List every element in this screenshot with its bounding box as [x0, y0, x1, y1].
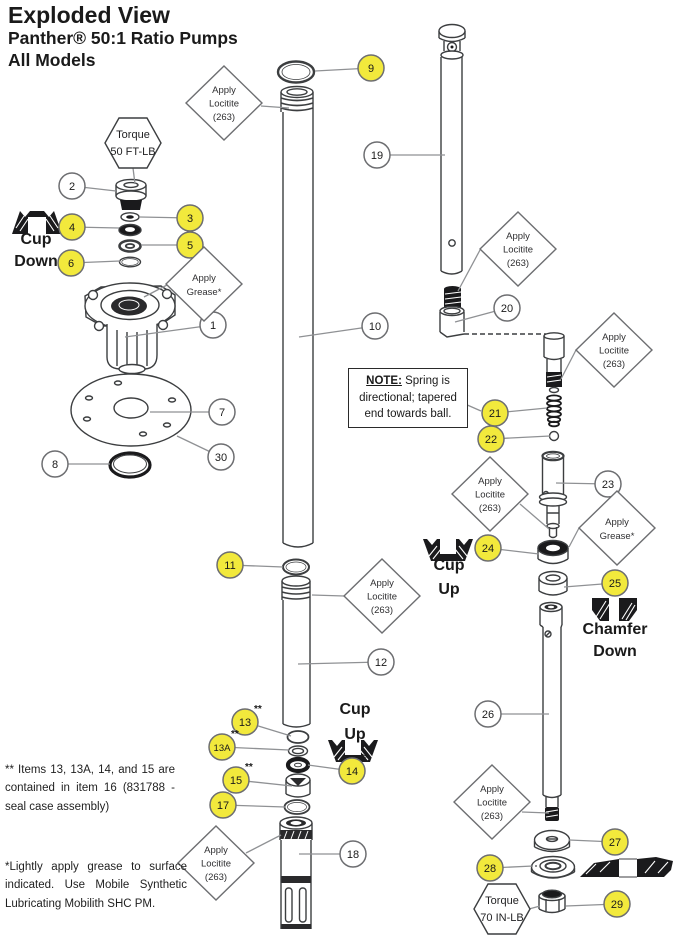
cup-down-label-line1: Cup [20, 231, 52, 248]
diamond-note-text: Locitite [502, 244, 534, 256]
callout-asterisks-15: ** [245, 762, 253, 773]
diamond-note-text: (263) [506, 258, 530, 269]
footnote-items: ** Items 13, 13A, 14, and 15 are contained in item 16 (831788 - seal case assembly) [5, 764, 175, 813]
callout-26 [475, 701, 501, 727]
callout-number-26: 26 [481, 708, 495, 721]
callout-12 [368, 649, 394, 675]
callout-number-22: 22 [484, 433, 498, 446]
callout-number-18: 18 [346, 848, 360, 861]
callout-number-25: 25 [608, 577, 622, 590]
torque-hexagon-text: Torque [116, 129, 150, 141]
torque-hexagon-0 [105, 118, 161, 168]
spring-note-box [348, 368, 468, 428]
diamond-note-text: Apply [478, 476, 502, 487]
cup-up-right-label-line1: Cup [433, 557, 465, 574]
callout-24 [475, 535, 501, 561]
callout-number-30: 30 [214, 451, 228, 464]
callout-25 [602, 570, 628, 596]
diamond-note-text: Apply [212, 85, 236, 96]
diamond-note-text: Apply [605, 517, 629, 528]
diamond-note-text: Locitite [474, 489, 506, 501]
part-spring [547, 395, 561, 426]
part-adapter-20 [440, 286, 464, 337]
diamond-note-text: Apply [506, 231, 530, 242]
callout-17 [210, 792, 236, 818]
part-seal-stack [285, 731, 311, 814]
part-ring-25 [539, 572, 567, 596]
part-pump-body [85, 283, 175, 374]
diamond-note-text: Locitite [476, 797, 508, 809]
diamond-note-4 [452, 457, 528, 531]
diamond-note-8 [454, 765, 530, 839]
part-bearing [120, 241, 141, 252]
part-ball [550, 432, 559, 441]
torque-hexagon-text: Torque [485, 895, 519, 907]
callout-28 [477, 855, 503, 881]
title-block [8, 2, 238, 72]
part-nut-29 [539, 890, 565, 912]
callout-11 [217, 552, 243, 578]
diamond-note-6 [344, 559, 420, 633]
diamond-note-text: Locitite [598, 345, 630, 357]
diamond-note-text: Apply [480, 784, 504, 795]
washer-orientation-icon [580, 857, 673, 877]
part-main-tube [281, 87, 313, 548]
part-displacement-rod [439, 25, 465, 275]
callout-number-28: 28 [483, 862, 497, 875]
part-oring-6 [120, 257, 141, 267]
callout-number-10: 10 [368, 320, 382, 333]
torque-hexagon-text: 70 IN-LB [480, 912, 524, 924]
callout-number-3: 3 [186, 212, 194, 225]
callout-3 [177, 205, 203, 231]
diamond-note-0 [186, 66, 262, 140]
footnote-grease: *Lightly apply grease to surface indicated. Use Mobile Synthetic Lubricating Mobilith SHC PM. [5, 861, 187, 910]
callout-number-15: 15 [229, 774, 243, 787]
callout-number-7: 7 [218, 406, 226, 419]
callout-number-12: 12 [374, 656, 388, 669]
diamond-note-7 [178, 826, 254, 900]
diamond-note-3 [576, 313, 652, 387]
chamfer-down-label-line2: Down [593, 643, 637, 660]
callout-22 [478, 426, 504, 452]
callout-number-8: 8 [51, 458, 59, 471]
cup-up-mid-label-line1: Cup [339, 701, 371, 718]
callout-number-27: 27 [608, 836, 622, 849]
part-packing-nut [116, 180, 146, 211]
callout-number-23: 23 [601, 478, 615, 491]
callout-number-17: 17 [216, 799, 230, 812]
callout-number-14: 14 [345, 765, 359, 778]
diamond-note-text: Grease* [186, 287, 222, 298]
cup-down-label-line2: Down [14, 253, 58, 270]
callout-20 [494, 295, 520, 321]
diamond-note-text: Locitite [208, 98, 240, 110]
callout-19 [364, 142, 390, 168]
torque-hexagon-text: 50 FT-LB [110, 146, 156, 158]
callout-number-20: 20 [500, 302, 514, 315]
diamond-note-text: Apply [370, 578, 394, 589]
diamond-note-text: Apply [602, 332, 626, 343]
callout-10 [362, 313, 388, 339]
part-packing-cup [119, 225, 141, 236]
part-flat-washer [535, 831, 570, 852]
callout-21 [482, 400, 508, 426]
cup-up-mid-label-line2: Up [344, 726, 366, 743]
part-oring-9 [278, 62, 314, 83]
callout-29 [604, 891, 630, 917]
callout-asterisks-14: ** [361, 753, 369, 764]
chamfer-down-label-line1: Chamfer [582, 621, 648, 638]
callout-number-13A: 13A [213, 742, 231, 754]
torque-hexagon-1 [474, 884, 530, 934]
callout-number-4: 4 [68, 221, 76, 234]
cup-up-right-label-line2: Up [438, 581, 460, 598]
diamond-note-text: Apply [204, 845, 228, 856]
note-text: Spring is directional; tapered end towards ball. [359, 375, 457, 421]
callout-2 [59, 173, 85, 199]
part-oring-8 [110, 453, 150, 477]
callout-15 [223, 762, 253, 793]
diamond-note-2 [480, 212, 556, 286]
callout-7 [209, 399, 235, 425]
note-label: NOTE: [366, 375, 402, 387]
callout-number-1: 1 [209, 319, 217, 332]
diamond-note-text: Locitite [366, 591, 398, 603]
callout-number-13: 13 [238, 716, 252, 729]
diamond-note-text: (263) [478, 503, 502, 514]
callout-number-11: 11 [224, 559, 236, 572]
diamond-note-text: Apply [192, 273, 216, 284]
diamond-note-text: Locitite [200, 858, 232, 870]
part-piston-tube [280, 817, 312, 929]
callout-4 [59, 214, 85, 240]
part-lower-tube [282, 576, 310, 727]
part-gland-nut [121, 213, 139, 221]
callout-13A [209, 729, 239, 760]
part-piston-rod [540, 603, 562, 822]
part-base-plate [71, 374, 191, 446]
callout-number-19: 19 [370, 149, 384, 162]
diamond-note-text: (263) [602, 359, 626, 370]
callout-9 [358, 55, 384, 81]
page-title: Exploded View [8, 2, 170, 28]
callout-number-2: 2 [68, 180, 76, 193]
diamond-note-text: (263) [370, 605, 394, 616]
callout-30 [208, 444, 234, 470]
callout-number-6: 6 [67, 257, 75, 270]
chamfer-down-icon [592, 598, 637, 621]
diamond-note-text: (263) [204, 872, 228, 883]
page-models: All Models [8, 50, 96, 71]
callout-8 [42, 451, 68, 477]
diamond-note-text: (263) [212, 112, 236, 123]
callout-asterisks-13A: ** [231, 729, 239, 740]
diamond-note-1 [166, 247, 242, 321]
callout-number-24: 24 [481, 542, 495, 555]
callout-number-29: 29 [610, 898, 624, 911]
callout-number-9: 9 [367, 62, 375, 75]
callout-asterisks-13: ** [254, 704, 262, 715]
page-subtitle: Panther® 50:1 Ratio Pumps [8, 28, 238, 49]
diamond-note-text: Grease* [599, 531, 635, 542]
diamond-note-5 [579, 491, 655, 565]
callout-number-5: 5 [186, 239, 194, 252]
callout-27 [602, 829, 628, 855]
callout-number-21: 21 [488, 407, 502, 420]
callout-18 [340, 841, 366, 867]
part-valve-spool [544, 333, 564, 393]
part-oring-11 [283, 560, 309, 575]
diamond-note-text: (263) [480, 811, 504, 822]
part-cup-seal-24 [538, 541, 568, 564]
part-domed-washer [532, 857, 575, 879]
